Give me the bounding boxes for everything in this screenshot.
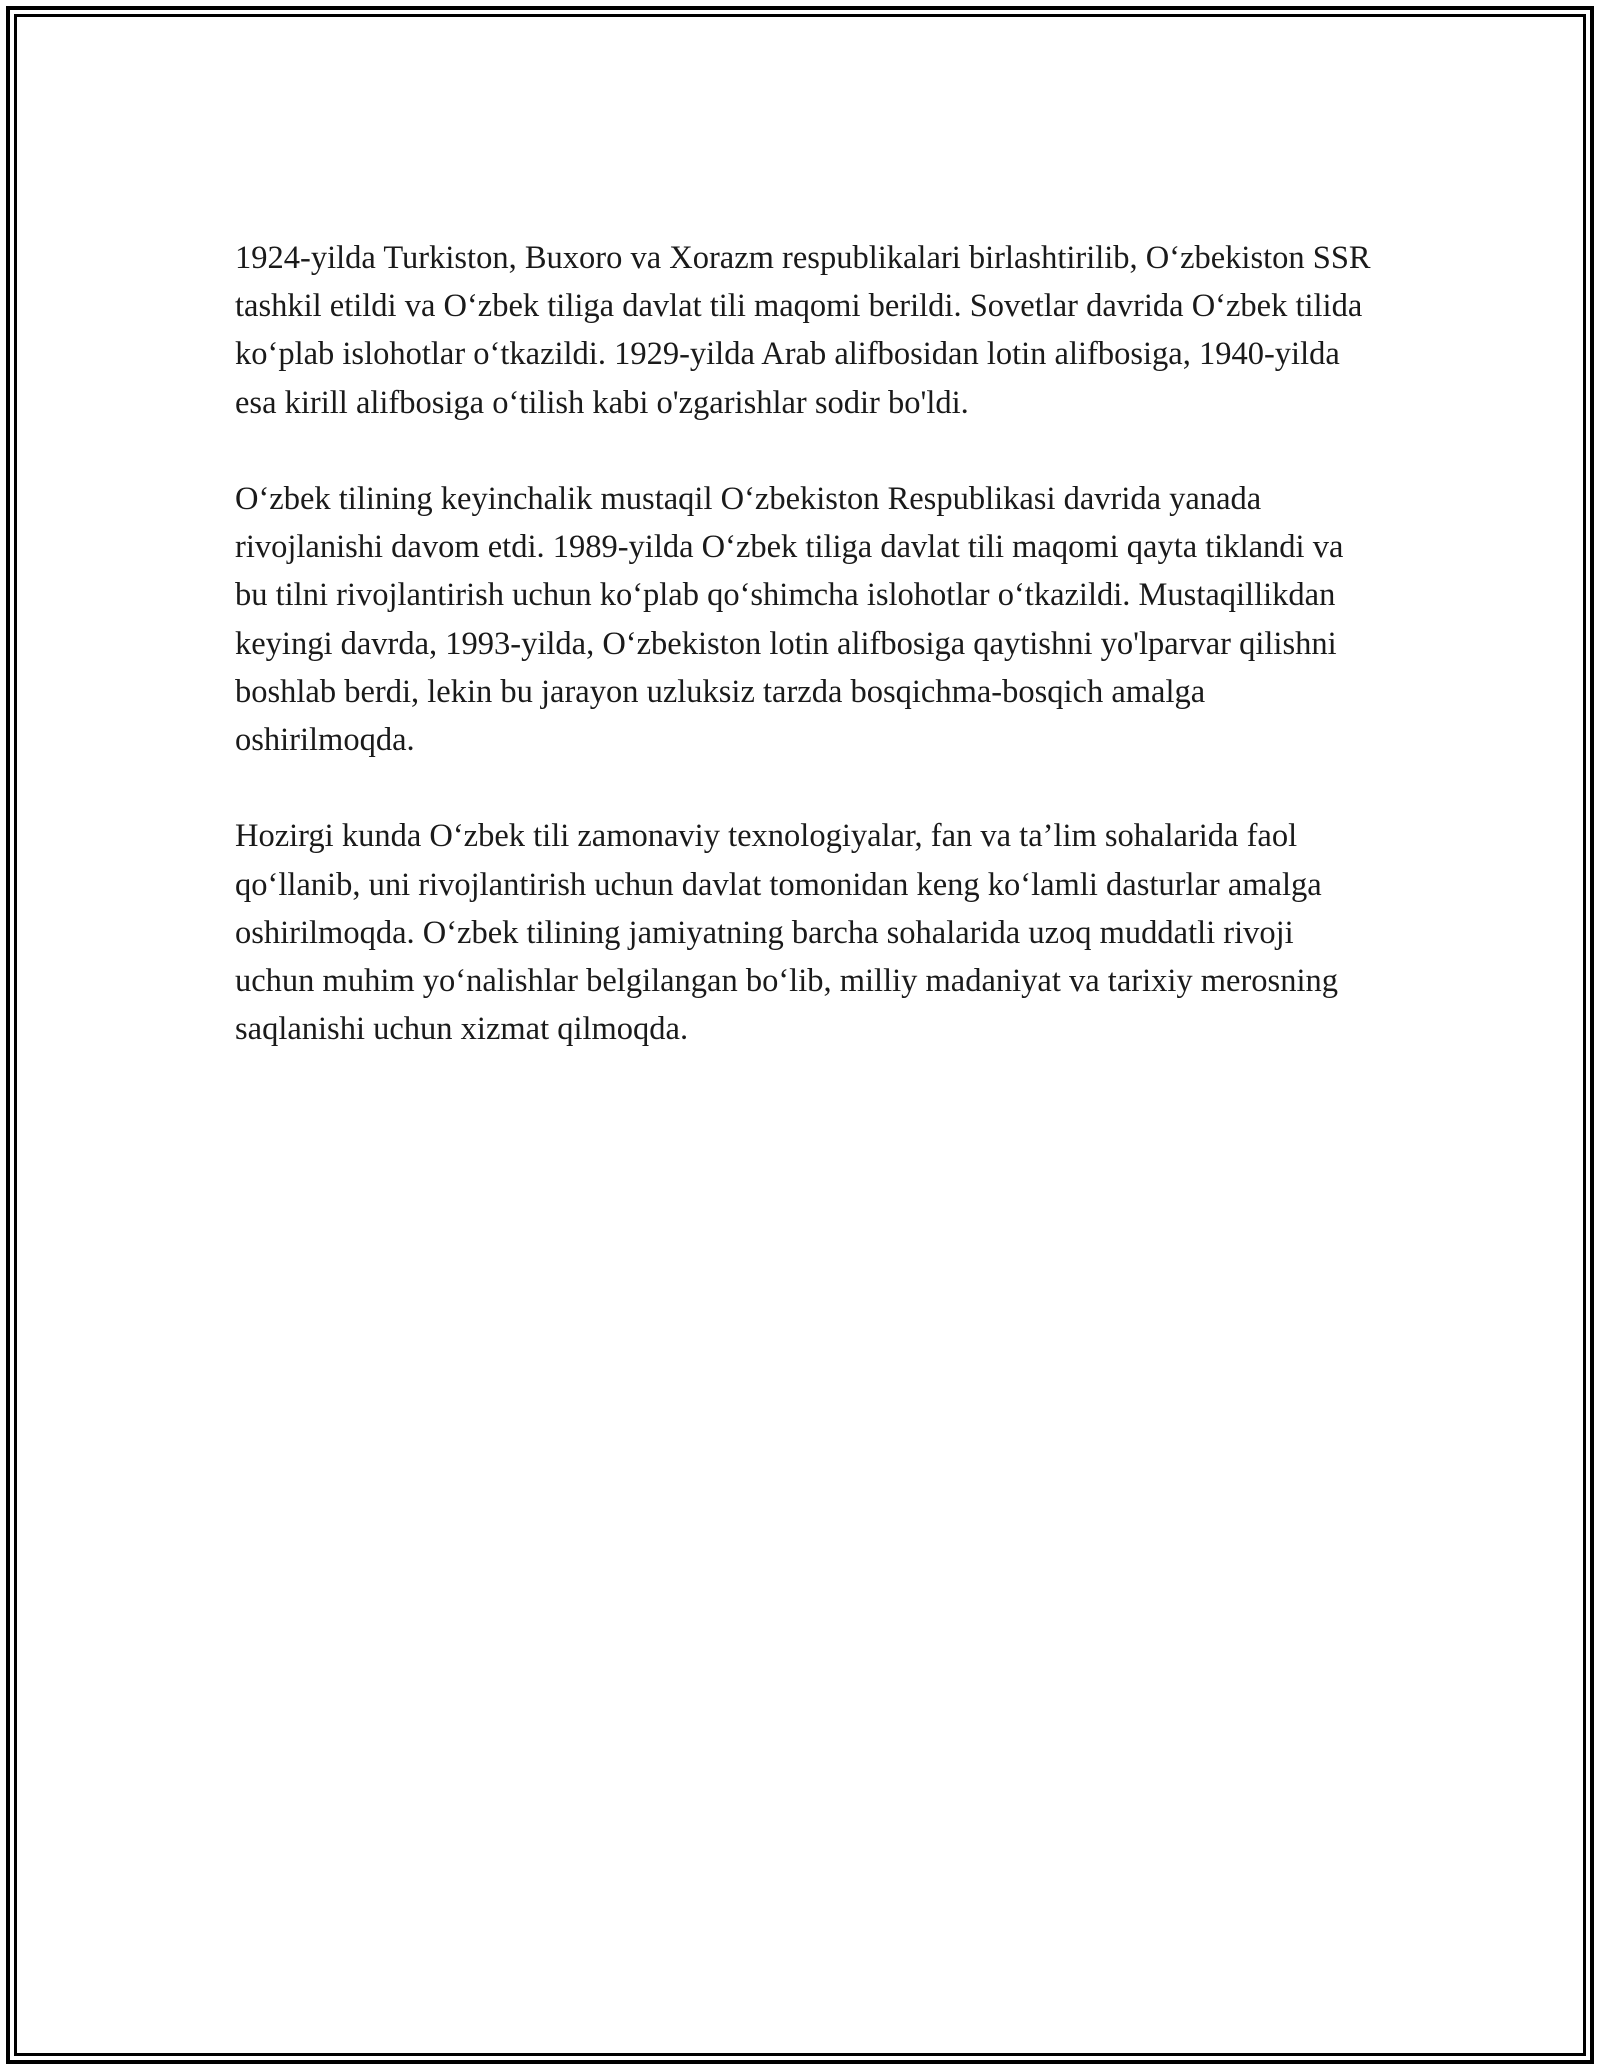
document-body	[235, 234, 1375, 1102]
paragraph-1: 1924-yilda Turkiston, Buxoro va Xorazm respublikalari birlashtirilib, O‘zbekiston SSR tashkil etildi va O‘zbek tiliga davlat tili maqomi berildi. Sovetlar davrida O‘zbek tilida ko‘plab islohotlar o‘tkazildi. 1929-yilda Arab alifbosidan lotin alifbosiga, 1940-yilda esa kirill alifbosiga o‘tilish kabi o'zgarishlar sodir bo'ldi.	[235, 240, 1371, 421]
paragraph-2: O‘zbek tilining keyinchalik mustaqil O‘zbekiston Respublikasi davrida yanada rivojlanishi davom etdi. 1989-yilda O‘zbek tiliga davlat tili maqomi qayta tiklandi va bu tilni rivojlantirish uchun ko‘plab qo‘shimcha islohotlar o‘tkazildi. Mustaqillikdan keyingi davrda, 1993-yilda, O‘zbekiston lotin alifbosiga qaytishni yo'lparvar qilishni boshlab berdi, lekin bu jarayon uzluksiz tarzda bosqichma-bosqich amalga oshirilmoqda.	[235, 481, 1344, 759]
paragraph-3: Hozirgi kunda O‘zbek tili zamonaviy texnologiyalar, fan va ta’lim sohalarida faol qo‘llanib, uni rivojlantirish uchun davlat tomonidan keng ko‘lamli dasturlar amalga oshirilmoqda. O‘zbek tilining jamiyatning barcha sohalarida uzoq muddatli rivoji uchun muhim yo‘nalishlar belgilangan bo‘lib, milliy madaniyat va tarixiy merosning saqlanishi uchun xizmat qilmoqda.	[235, 818, 1338, 1048]
